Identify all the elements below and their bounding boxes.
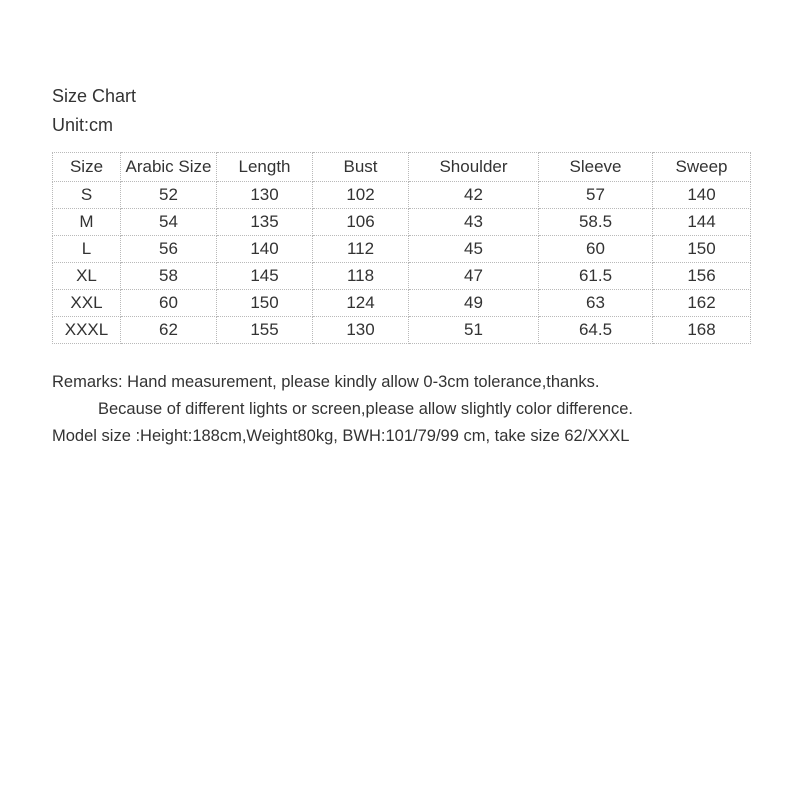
cell-bust: 106 (313, 209, 409, 236)
table-row (53, 290, 751, 317)
column-header-sleeve: Sleeve (539, 153, 653, 182)
cell-size: M (53, 209, 121, 236)
cell-shoulder: 43 (409, 209, 539, 236)
cell-sleeve: 60 (539, 236, 653, 263)
cell-sleeve: 61.5 (539, 263, 653, 290)
cell-arabic-size: 54 (121, 209, 217, 236)
column-header-arabic-size: Arabic Size (121, 153, 217, 182)
column-header-sweep: Sweep (653, 153, 751, 182)
cell-arabic-size: 62 (121, 317, 217, 344)
page-title: Size Chart (52, 86, 137, 106)
remarks-line-color: Because of different lights or screen,please allow slightly color difference. (98, 400, 634, 418)
cell-bust: 130 (313, 317, 409, 344)
cell-size: XL (53, 263, 121, 290)
cell-bust: 112 (313, 236, 409, 263)
column-header-bust: Bust (313, 153, 409, 182)
header-row (53, 153, 751, 182)
cell-sweep: 162 (653, 290, 751, 317)
unit-label: Unit:cm (52, 115, 114, 135)
cell-sleeve: 57 (539, 182, 653, 209)
cell-shoulder: 51 (409, 317, 539, 344)
cell-shoulder: 45 (409, 236, 539, 263)
table-body (53, 182, 751, 344)
cell-length: 150 (217, 290, 313, 317)
cell-shoulder: 47 (409, 263, 539, 290)
cell-sweep: 150 (653, 236, 751, 263)
cell-size: L (53, 236, 121, 263)
cell-size: XXXL (53, 317, 121, 344)
cell-arabic-size: 58 (121, 263, 217, 290)
column-header-length: Length (217, 153, 313, 182)
cell-sweep: 144 (653, 209, 751, 236)
cell-length: 130 (217, 182, 313, 209)
column-header-size: Size (53, 153, 121, 182)
cell-bust: 102 (313, 182, 409, 209)
cell-arabic-size: 52 (121, 182, 217, 209)
cell-bust: 124 (313, 290, 409, 317)
remarks-line-model-size: Model size :Height:188cm,Weight80kg, BWH:101/79/99 cm, take size 62/XXXL (52, 427, 630, 445)
cell-size: XXL (53, 290, 121, 317)
table-row (53, 317, 751, 344)
cell-shoulder: 49 (409, 290, 539, 317)
cell-arabic-size: 60 (121, 290, 217, 317)
cell-bust: 118 (313, 263, 409, 290)
size-chart-header (52, 82, 136, 140)
table-row (53, 236, 751, 263)
remarks-section (52, 369, 633, 450)
cell-length: 140 (217, 236, 313, 263)
table-row (53, 209, 751, 236)
cell-shoulder: 42 (409, 182, 539, 209)
cell-length: 135 (217, 209, 313, 236)
cell-arabic-size: 56 (121, 236, 217, 263)
cell-sleeve: 64.5 (539, 317, 653, 344)
column-header-shoulder: Shoulder (409, 153, 539, 182)
remarks-line-tolerance: Remarks: Hand measurement, please kindly allow 0-3cm tolerance,thanks. (52, 373, 600, 391)
cell-sweep: 140 (653, 182, 751, 209)
cell-length: 155 (217, 317, 313, 344)
size-chart-table (52, 152, 751, 344)
table-row (53, 182, 751, 209)
cell-sleeve: 58.5 (539, 209, 653, 236)
cell-length: 145 (217, 263, 313, 290)
cell-sleeve: 63 (539, 290, 653, 317)
table-row (53, 263, 751, 290)
table-header (53, 153, 751, 182)
cell-size: S (53, 182, 121, 209)
cell-sweep: 168 (653, 317, 751, 344)
cell-sweep: 156 (653, 263, 751, 290)
